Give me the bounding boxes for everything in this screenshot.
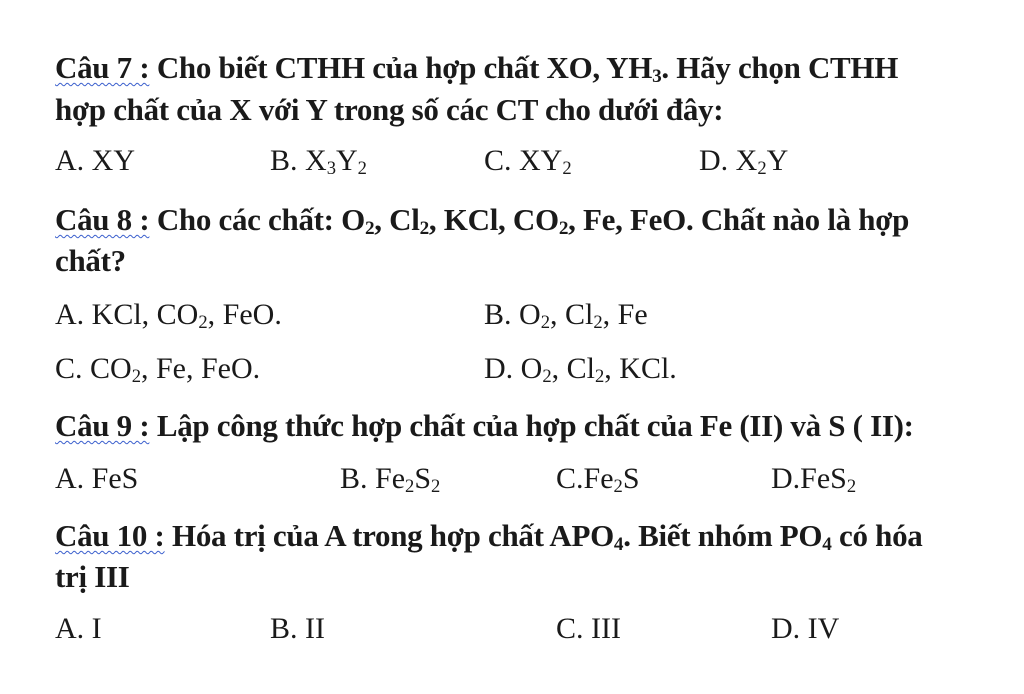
question-9-option-a: A. FeS [55,462,139,495]
question-8-text-2: chất? [55,243,126,278]
question-7-text-2: hợp chất của X với Y trong số các CT cho dưới đây: [55,92,724,127]
question-8-line-1 [55,202,910,240]
question-8-line-2 [55,245,126,276]
question-9-label: Câu 9 : [55,408,150,443]
question-8-option-a: A. KCl, $CO_2$, FeO. [55,298,282,334]
question-9-option-c: $C.Fe_2S$ [556,462,640,498]
question-9-option-d: D.FeS$_2$ [771,462,857,498]
question-10-option-a: A. I [55,612,102,645]
question-8-option-c: C. $CO_2$, Fe, FeO. [55,352,261,388]
question-7-option-b: B. $X_3Y_2$ [270,144,367,180]
question-7-text-1: Cho biết CTHH của hợp chất XO, $YH_3$. Hãy chọn CTHH [156,50,899,88]
question-10-options [0,614,1024,648]
question-10-label: Câu 10 : [55,518,165,553]
question-10-line-1 [55,518,923,556]
question-7-option-c: C. $XY_2$ [484,144,572,180]
question-8-options-row-1 [0,300,1024,334]
question-9-options [0,464,1024,498]
question-9-line-1 [55,410,914,441]
question-7-option-d: D. $X_2Y$ [699,144,789,180]
question-10-option-d: D. IV [771,612,840,645]
question-8-option-b: B. $O_2$, $Cl_2$, Fe [484,298,648,334]
question-7-options [0,146,1024,180]
question-10-option-b: B. II [270,612,325,645]
question-10-text-2: trị III [55,559,130,594]
question-10-option-c: C. III [556,612,621,645]
question-7-line-2 [55,94,723,125]
question-10-text-1: Hóa trị của A trong hợp chất $APO_4$. Biết nhóm $PO_4$ có hóa [172,518,923,556]
question-8-options-row-2 [0,354,1024,388]
question-9-text-1: Lập công thức hợp chất của hợp chất của Fe (II) và S ( II): [156,408,914,443]
question-8-text-1: Cho các chất: $O_2$, $Cl_2$, KCl, $CO_2$, Fe, FeO. Chất nào là hợp [156,202,910,240]
question-9-option-b: B. $Fe_2S_2$ [340,462,441,498]
question-7-label: Câu 7 : [55,50,150,85]
question-7-line-1 [55,50,899,88]
question-8-label: Câu 8 : [55,202,150,237]
question-8-option-d: D. $O_2$, $Cl_2$, KCl. [484,352,677,388]
question-7-option-a: A. XY [55,144,135,177]
question-10-line-2 [55,561,130,592]
